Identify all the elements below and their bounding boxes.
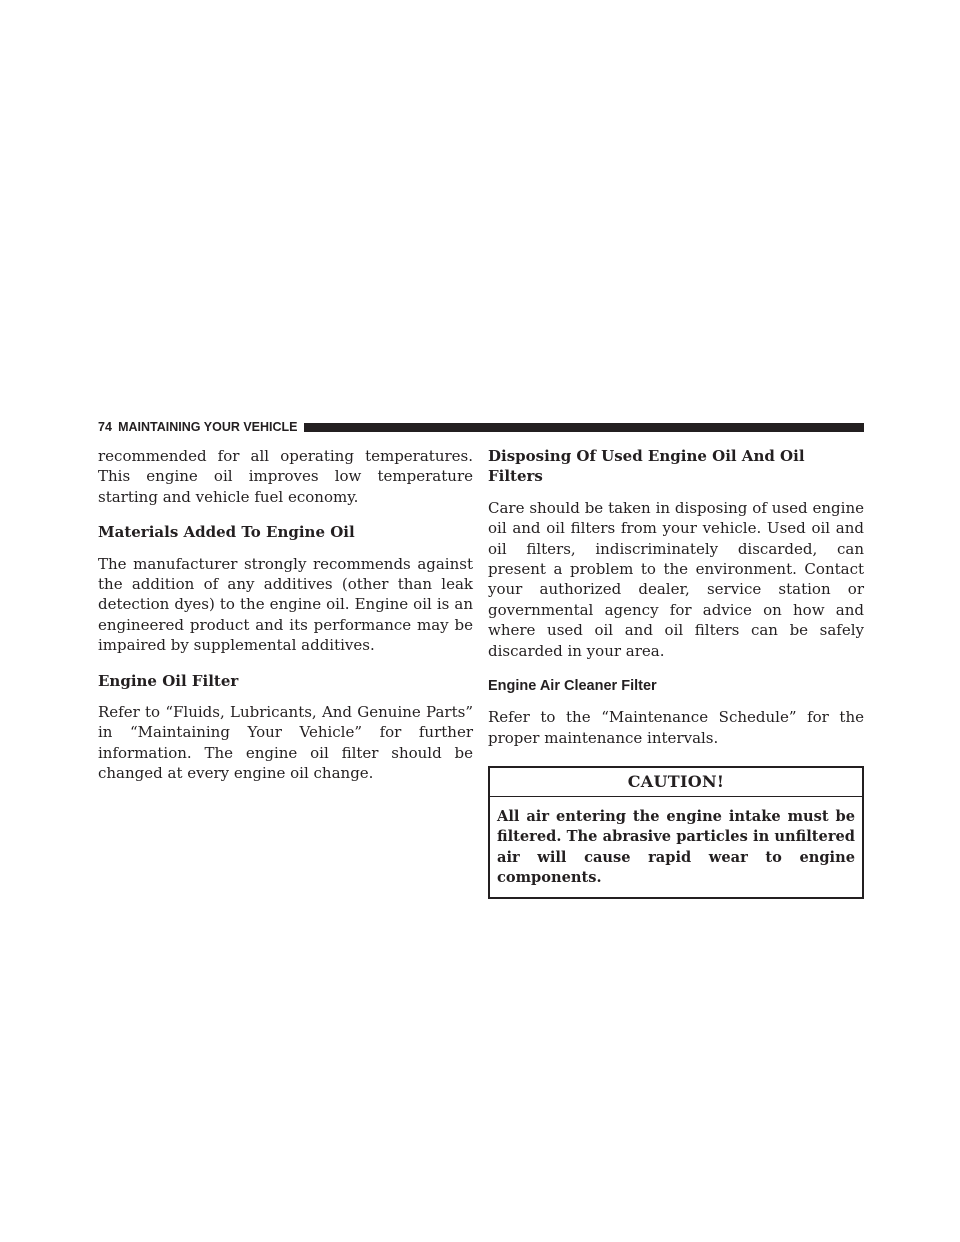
disposing-paragraph: Care should be taken in disposing of used engine oil and oil filters from your vehicle. Used oil and oil filters, indiscriminately discarded, can present a problem to the environment. Contact your authorized dealer, service station or governmental agency for advice on how and where used oil and oil filters can be safely discarded in your area. bbox=[488, 498, 864, 660]
materials-paragraph: The manufacturer strongly recommends against the addition of any additives (other than leak detection dyes) to the engine oil. Engine oil is an engineered product and its performance may be impaired by supplemental additives. bbox=[98, 554, 473, 655]
materials-heading: Materials Added To Engine Oil bbox=[98, 523, 355, 542]
left-column bbox=[98, 446, 473, 784]
air-filter-paragraph: Refer to the “Maintenance Schedule” for the proper maintenance intervals. bbox=[488, 708, 864, 747]
caution-box bbox=[488, 766, 864, 899]
right-column bbox=[488, 446, 864, 899]
filter-heading: Engine Oil Filter bbox=[98, 671, 239, 690]
intro-paragraph: recommended for all operating temperatures. This engine oil improves low temperature starting and vehicle fuel economy. bbox=[98, 447, 473, 506]
section-title: MAINTAINING YOUR VEHICLE bbox=[118, 420, 298, 434]
disposing-heading: Disposing Of Used Engine Oil And Oil Filters bbox=[488, 447, 805, 486]
header-rule bbox=[304, 423, 864, 432]
filter-paragraph: Refer to “Fluids, Lubricants, And Genuine Parts” in “Maintaining Your Vehicle” for further information. The engine oil filter should be changed at every engine oil change. bbox=[98, 703, 473, 783]
caution-title: CAUTION! bbox=[490, 768, 862, 796]
page-header bbox=[98, 420, 864, 434]
page-number: 74 bbox=[98, 420, 113, 434]
air-filter-heading: Engine Air Cleaner Filter bbox=[488, 678, 657, 695]
caution-text: All air entering the engine intake must be filtered. The abrasive particles in unfiltered air will cause rapid wear to engine components. bbox=[497, 807, 855, 886]
